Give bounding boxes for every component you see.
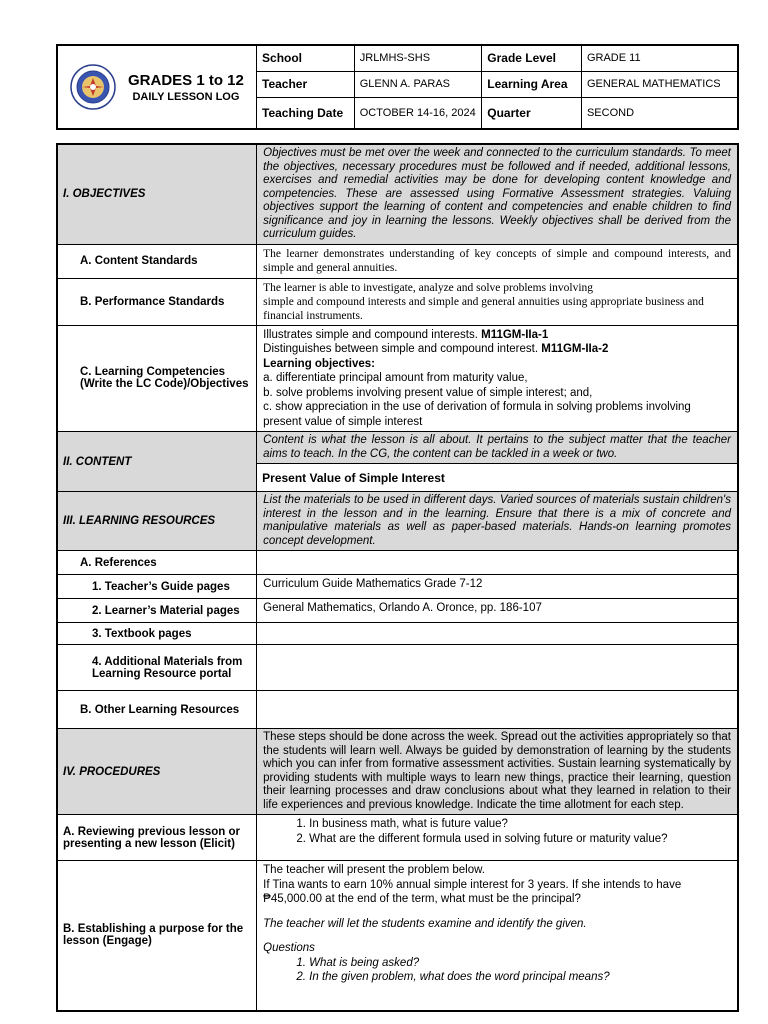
performance-standards-value <box>257 278 738 325</box>
logo-title-cell <box>57 45 257 129</box>
learning-resources-heading: III. LEARNING RESOURCES <box>57 492 257 551</box>
performance-line-2: simple and compound interests and simple and general annuities using appropriate business and financial instruments. <box>263 295 704 322</box>
references-label: A. References <box>57 551 257 575</box>
performance-line-1: The learner is able to investigate, analyze and solve problems involving <box>263 281 594 294</box>
list-item: 2. What are the different formula used in solving future or maturity value? <box>309 832 731 847</box>
procedures-note: These steps should be done across the week. Spread out the activities appropriately so that the students will learn well. Always be guided by demonstration of learning by the students which you can infer from formative assessment activities. Sustain learning systematically by providing students with multiple ways to learn new things, practice their learning, question their learning processes and draw conclusions about what they learned in relation to their life experiences and previous knowledge. Indicate the time allotment for each step. <box>257 729 738 815</box>
school-label: School <box>257 45 355 71</box>
lesson-log-table <box>56 143 739 1012</box>
purpose-instruction: The teacher will let the students examine and identify the given. <box>263 917 587 930</box>
competency-1-code: M11GM-IIa-1 <box>481 328 549 341</box>
procedures-heading: IV. PROCEDURES <box>57 729 257 815</box>
content-standards-value: The learner demonstrates understanding of key concepts of simple and compound interests, and simple and general annuities. <box>257 244 738 278</box>
purpose-problem: If Tina wants to earn 10% annual simple interest for 3 years. If she intends to have ₱45,000.00 at the end of the term, what must be the principal? <box>263 878 682 905</box>
learning-area-label: Learning Area <box>482 71 582 97</box>
other-resources-label: B. Other Learning Resources <box>57 691 257 729</box>
teacher-label: Teacher <box>257 71 355 97</box>
learners-material-value: General Mathematics, Orlando A. Oronce, pp. 186-107 <box>257 599 738 623</box>
competency-1-text: Illustrates simple and compound interests. <box>263 328 482 341</box>
objective-b: b. solve problems involving present value of simple interest; and, <box>263 386 593 399</box>
objective-c: c. show appreciation in the use of derivation of formula in solving problems involving present value of simple interest <box>263 401 691 428</box>
content-value: Present Value of Simple Interest <box>257 464 738 492</box>
learning-competencies-label: C. Learning Competencies (Write the LC Code)/Objectives <box>57 325 257 432</box>
learning-area-value: GENERAL MATHEMATICS <box>581 71 738 97</box>
objectives-note: Objectives must be met over the week and connected to the curriculum standards. To meet the objectives, necessary procedures must be followed and if needed, additional lessons, exercises and remedial activities may be done for developing content knowledge and competencies. These are assessed using Formative Assessment strategies. Valuing objectives support the learning of content and competencies and enable children to find significance and joy in learning the lessons. Weekly objectives shall be derived from the curriculum guides. <box>257 144 738 244</box>
other-resources-value <box>257 691 738 729</box>
teaching-date-value: OCTOBER 14-16, 2024 <box>354 97 482 129</box>
objective-a: a. differentiate principal amount from maturity value, <box>263 372 528 384</box>
establishing-purpose-label: B. Establishing a purpose for the lesson (Engage) <box>57 861 257 1011</box>
quarter-label: Quarter <box>482 97 582 129</box>
establishing-purpose-value <box>257 861 738 1011</box>
header-table <box>56 44 739 130</box>
teachers-guide-value: Curriculum Guide Mathematics Grade 7-12 <box>257 575 738 599</box>
school-value: JRLMHS-SHS <box>354 45 482 71</box>
dll-subtitle: DAILY LESSON LOG <box>132 90 240 103</box>
reviewing-lesson-value <box>257 815 738 861</box>
references-value <box>257 551 738 575</box>
purpose-questions-list <box>263 956 731 985</box>
textbook-pages-value <box>257 623 738 645</box>
additional-materials-label: 4. Additional Materials from Learning Resource portal <box>57 645 257 691</box>
textbook-pages-label: 3. Textbook pages <box>57 623 257 645</box>
learning-resources-note: List the materials to be used in different days. Varied sources of materials sustain children's interest in the lesson and in the learning. Ensure that there is a mix of concrete and manipulative materials as well as paper-based materials. Hands-on learning promotes concept development. <box>257 492 738 551</box>
learning-objectives-title: Learning objectives: <box>263 357 375 370</box>
dll-title: GRADES 1 to 12 <box>128 71 244 89</box>
learning-competencies-value <box>257 325 738 432</box>
content-standards-label: A. Content Standards <box>57 244 257 278</box>
reviewing-lesson-label: A. Reviewing previous lesson or presenting a new lesson (Elicit) <box>57 815 257 861</box>
grade-level-value: GRADE 11 <box>581 45 738 71</box>
performance-standards-label: B. Performance Standards <box>57 278 257 325</box>
list-item: 1. In business math, what is future value? <box>309 817 731 832</box>
competency-2-text: Distinguishes between simple and compound interest. <box>263 343 542 355</box>
teaching-date-label: Teaching Date <box>257 97 355 129</box>
quarter-value: SECOND <box>581 97 738 129</box>
review-questions-list <box>263 817 731 846</box>
grade-level-label: Grade Level <box>482 45 582 71</box>
content-note: Content is what the lesson is all about. It pertains to the subject matter that the teacher aims to teach. In the CG, the content can be tackled in a week or two. <box>257 432 738 464</box>
objectives-heading: I. OBJECTIVES <box>57 144 257 244</box>
teacher-value: GLENN A. PARAS <box>354 71 482 97</box>
teachers-guide-label: 1. Teacher’s Guide pages <box>57 575 257 599</box>
questions-label: Questions <box>263 942 315 954</box>
learners-material-label: 2. Learner’s Material pages <box>57 599 257 623</box>
list-item: 1. What is being asked? <box>309 956 731 971</box>
deped-seal-icon <box>70 64 116 110</box>
competency-2-code: M11GM-IIa-2 <box>541 343 609 355</box>
additional-materials-value <box>257 645 738 691</box>
content-heading: II. CONTENT <box>57 432 257 492</box>
list-item: 2. In the given problem, what does the word principal means? <box>309 970 731 985</box>
purpose-intro: The teacher will present the problem below. <box>263 864 485 876</box>
